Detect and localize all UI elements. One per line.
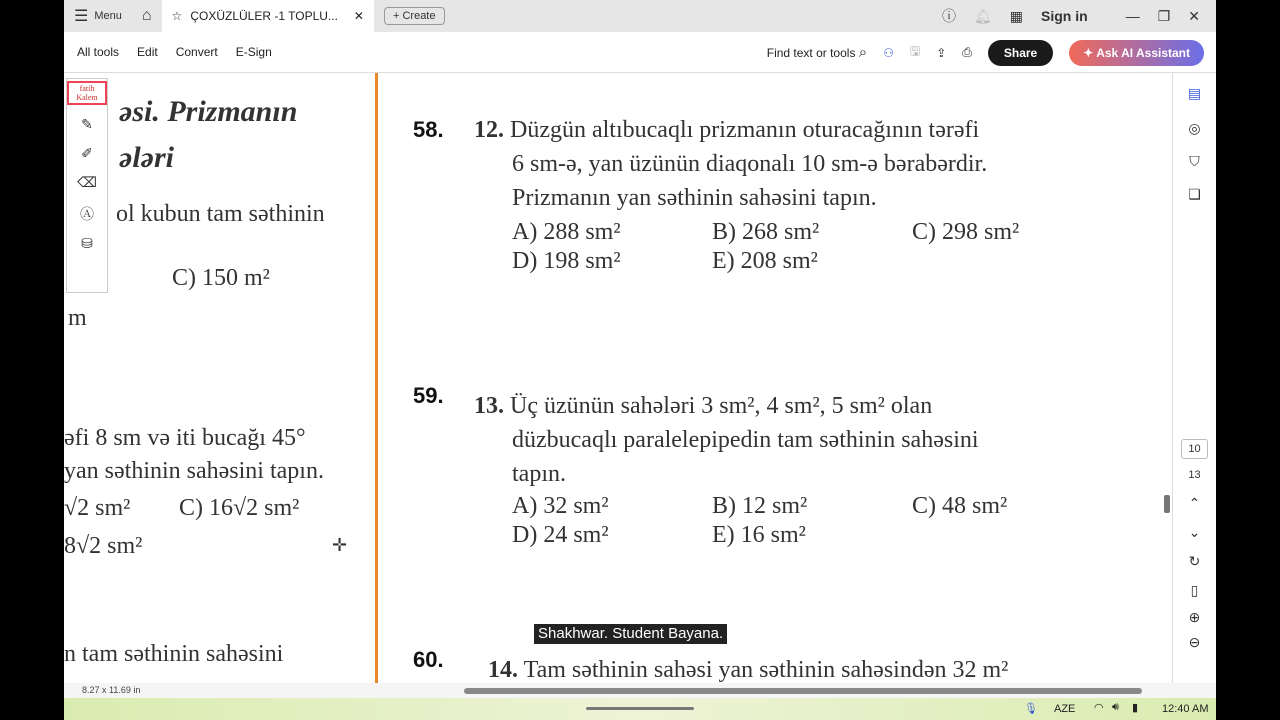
menu-button[interactable]: ☰ Menu <box>74 8 122 25</box>
microphone-icon[interactable]: 🎙︎ <box>1024 703 1038 715</box>
fatih-kalem-logo[interactable]: fatih Kalem <box>67 81 107 105</box>
question-12: 12. Düzgün altıbucaqlı prizmanın oturacağının tərəfi 6 sm-ə, yan üzünün diaqonalı 10 sm-ə bərabərdir. Prizmanın yan səthinin sahəsini tapın. <box>474 117 988 211</box>
save-icon[interactable]: 🖫 <box>909 44 921 58</box>
plus-icon: + <box>392 10 403 22</box>
language-indicator[interactable]: AZE <box>1054 703 1076 715</box>
page-size: 8.27 x 11.69 in <box>82 685 141 695</box>
pages-icon[interactable]: ❏ <box>1188 186 1201 202</box>
bell-icon[interactable]: 🔔︎ <box>974 7 992 24</box>
horizontal-scrollbar[interactable] <box>464 688 1142 694</box>
video-caption: Shakhwar. Student Bayana. <box>534 624 727 644</box>
menu-convert[interactable]: Convert <box>175 45 218 59</box>
maximize-button[interactable]: ❐ <box>1157 7 1171 24</box>
create-button[interactable]: + Create <box>384 7 445 25</box>
search-icon: ⌕ <box>858 44 868 61</box>
minimize-button[interactable]: — <box>1125 8 1140 24</box>
options-12: A) 288 sm² B) 268 sm² C) 298 sm² D) 198 sm² E) 208 sm² <box>512 219 1020 274</box>
chevron-up-icon[interactable]: ⌃ <box>1188 495 1201 511</box>
apps-grid-icon[interactable]: ▦ <box>1009 7 1024 24</box>
chevron-down-icon[interactable]: ⌄ <box>1188 524 1201 540</box>
pen-icon[interactable]: ✎ <box>81 118 93 133</box>
page-fit-icon[interactable]: ▯ <box>1190 582 1199 598</box>
tab-bar <box>64 0 1216 32</box>
right-page: 58. 12. Düzgün altıbucaqlı prizmanın oturacağının tərəfi 6 sm-ə, yan üzünün diaqonalı 10 sm-ə bərabərdir. Prizmanın yan səthinin sahəsini tapın. A) 288 sm² B) 268 sm² C) 298 sm² D) 198 sm² E) 208 sm² 59. 13. Üç üzünün sahələri 3 sm², 4 sm², 5 sm² olan düzbucaqlı paralelepipedin tam səthinin sahəsini tapın. A) 32 sm² B) 12 sm² C) 48 sm² D) 24 sm² E) 16 sm² 60. 14. Tam səthinin sahəsi yan səthinin sahəsindən 32 m² <box>378 73 1172 683</box>
fill-icon[interactable]: ⛁ <box>81 237 93 252</box>
status-bar <box>64 683 1216 698</box>
clock[interactable]: 12:40 AM <box>1162 703 1209 715</box>
fatih-kalem-toolbar <box>66 78 108 293</box>
comment-icon[interactable]: ◎ <box>1188 120 1201 136</box>
left-page: əsi. Prizmanın ələri ol kubun tam səthinin C) 150 m² m əfi 8 sm və iti bucağı 45° yan səthinin sahəsini tapın. √2 sm² C) 16√2 sm² 8√2 sm² n tam səthinin sahəsini ✛ fatih Kalem ✎ ✐ ⌫ Ⓐ ⛁ <box>64 73 375 683</box>
toolbar <box>64 32 1216 73</box>
share-button[interactable]: Share <box>988 40 1053 66</box>
hamburger-icon: ☰ <box>74 8 89 25</box>
home-button[interactable] <box>132 7 162 25</box>
options-13: A) 32 sm² B) 12 sm² C) 48 sm² D) 24 sm² E) 16 sm² <box>512 493 1008 548</box>
right-sidebar <box>1172 73 1216 683</box>
comment-ai-icon[interactable]: ▤ <box>1187 85 1202 101</box>
vertical-scrollbar-thumb[interactable] <box>1164 495 1170 513</box>
document-view[interactable] <box>64 73 1172 683</box>
close-window-button[interactable]: ✕ <box>1188 7 1200 24</box>
question-13: 13. Üç üzünün sahələri 3 sm², 4 sm², 5 sm² olan düzbucaqlı paralelepipedin tam səthinin sahəsini tapın. <box>474 393 979 487</box>
menu-all-tools[interactable]: All tools <box>77 45 120 59</box>
page-total: 13 <box>1188 469 1201 481</box>
document-tab[interactable]: ☆ ÇOXÜZLÜLER -1 TOPLU... ✕ <box>162 0 374 32</box>
close-tab-icon[interactable]: ✕ <box>353 9 364 23</box>
pdf-app-window <box>64 0 1216 698</box>
star-icon: ☆ <box>171 9 183 23</box>
bookmark-icon[interactable]: ⛉ <box>1189 153 1200 169</box>
question-14: 14. Tam səthinin sahəsi yan səthinin sahəsindən 32 m² <box>488 657 1009 683</box>
find-text-button[interactable]: Find text or tools ⌕ <box>766 44 868 61</box>
ai-assistant-button[interactable]: ✦ Ask AI Assistant <box>1069 40 1204 66</box>
page-number-input[interactable]: 10 <box>1181 439 1207 459</box>
text-select-icon[interactable]: Ⓐ <box>80 208 94 223</box>
home-icon: ⌂ <box>141 7 152 24</box>
upload-cloud-icon[interactable]: ⇪ <box>936 45 947 60</box>
taskbar-handle[interactable] <box>586 707 694 710</box>
sign-in-button[interactable]: Sign in <box>1041 8 1088 24</box>
cursor-crosshair-icon: ✛ <box>332 535 348 555</box>
battery-icon[interactable]: ▮ <box>1132 702 1139 714</box>
volume-icon[interactable]: 🔊︎ <box>1112 701 1119 713</box>
highlighter-icon[interactable]: ✐ <box>81 147 93 162</box>
compare-icon[interactable]: ⚇ <box>883 45 894 60</box>
ai-icon: ✦ <box>1083 45 1097 60</box>
wifi-icon[interactable]: ◠ <box>1094 702 1104 714</box>
zoom-out-icon[interactable]: ⊖ <box>1188 634 1201 650</box>
help-icon[interactable]: ⓘ <box>942 8 957 24</box>
menu-esign[interactable]: E-Sign <box>235 45 272 59</box>
print-icon[interactable]: ⎙ <box>962 45 972 59</box>
menu-edit[interactable]: Edit <box>137 45 158 59</box>
taskbar <box>64 698 1216 720</box>
zoom-in-icon[interactable]: ⊕ <box>1188 609 1201 625</box>
eraser-icon[interactable]: ⌫ <box>77 176 97 191</box>
refresh-icon[interactable]: ↻ <box>1188 553 1201 569</box>
